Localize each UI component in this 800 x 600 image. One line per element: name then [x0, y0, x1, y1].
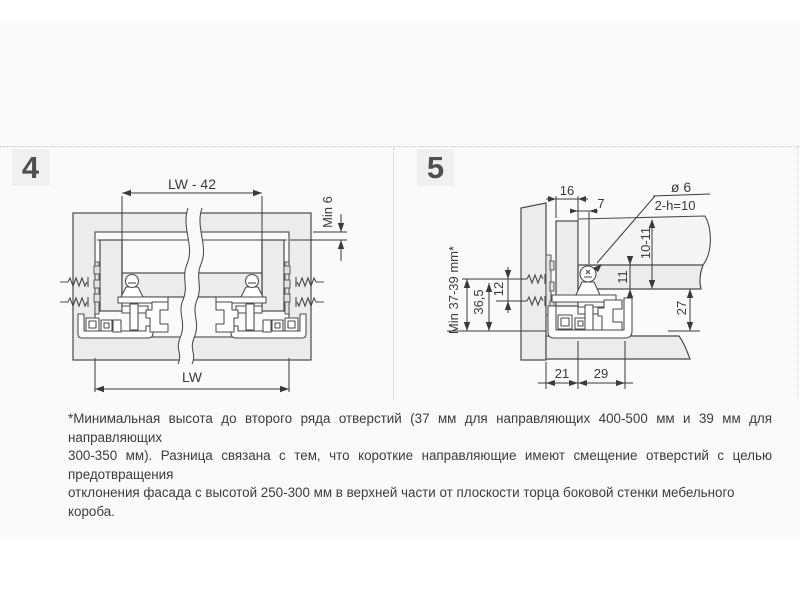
diagram-step4-front-section: [0, 147, 400, 407]
dim-label-10-11: 10-11: [638, 226, 653, 260]
footnote: [68, 410, 772, 522]
drawer-back-panel: [556, 221, 578, 306]
dim-label-dia6: ø 6: [670, 179, 692, 195]
dimension-27: [668, 289, 700, 331]
diagram-step5-side-section: [400, 147, 800, 407]
dim-label-27: 27: [674, 300, 689, 316]
dim-label-36-5: 36,5: [471, 289, 486, 315]
dim-label-min-6: Min 6: [320, 196, 335, 228]
dim-label-11: 11: [615, 270, 630, 284]
dim-label-lw-42: LW - 42: [168, 176, 216, 192]
footnote-line: *Минимальная высота до второго ряда отверстий (37 мм для направляющих 400-500 мм и 39 мм для направляющих: [68, 411, 772, 445]
dim-label-7: 7: [597, 196, 605, 211]
cabinet-bottom-panel: [546, 336, 690, 359]
step-number-5: 5: [417, 149, 454, 186]
dim-label-lw: LW: [182, 369, 202, 385]
step-number-4: 4: [12, 149, 49, 186]
footnote-line: отклонения фасада с высотой 250-300 мм в верхней части от плоскости торца боковой стенки мебельного короба.: [68, 485, 735, 519]
dimension-12: [491, 267, 511, 313]
dim-label-2h10: 2-h=10: [654, 198, 696, 213]
dimension-36-5: [471, 283, 492, 331]
slide-profile: [548, 295, 632, 338]
footnote-line: 300-350 мм). Разница связана с тем, что короткие направляющие имеют смещение отверстий с целью предотвращения: [68, 448, 772, 482]
dim-label-min-37-39: Min 37-39 mm*: [446, 245, 461, 335]
dim-label-21: 21: [554, 366, 570, 381]
dim-label-12: 12: [491, 281, 506, 297]
cabinet-side-panel: [521, 203, 546, 360]
dim-label-29: 29: [593, 366, 609, 381]
dimension-16: [546, 183, 588, 218]
dim-label-16: 16: [559, 183, 575, 198]
